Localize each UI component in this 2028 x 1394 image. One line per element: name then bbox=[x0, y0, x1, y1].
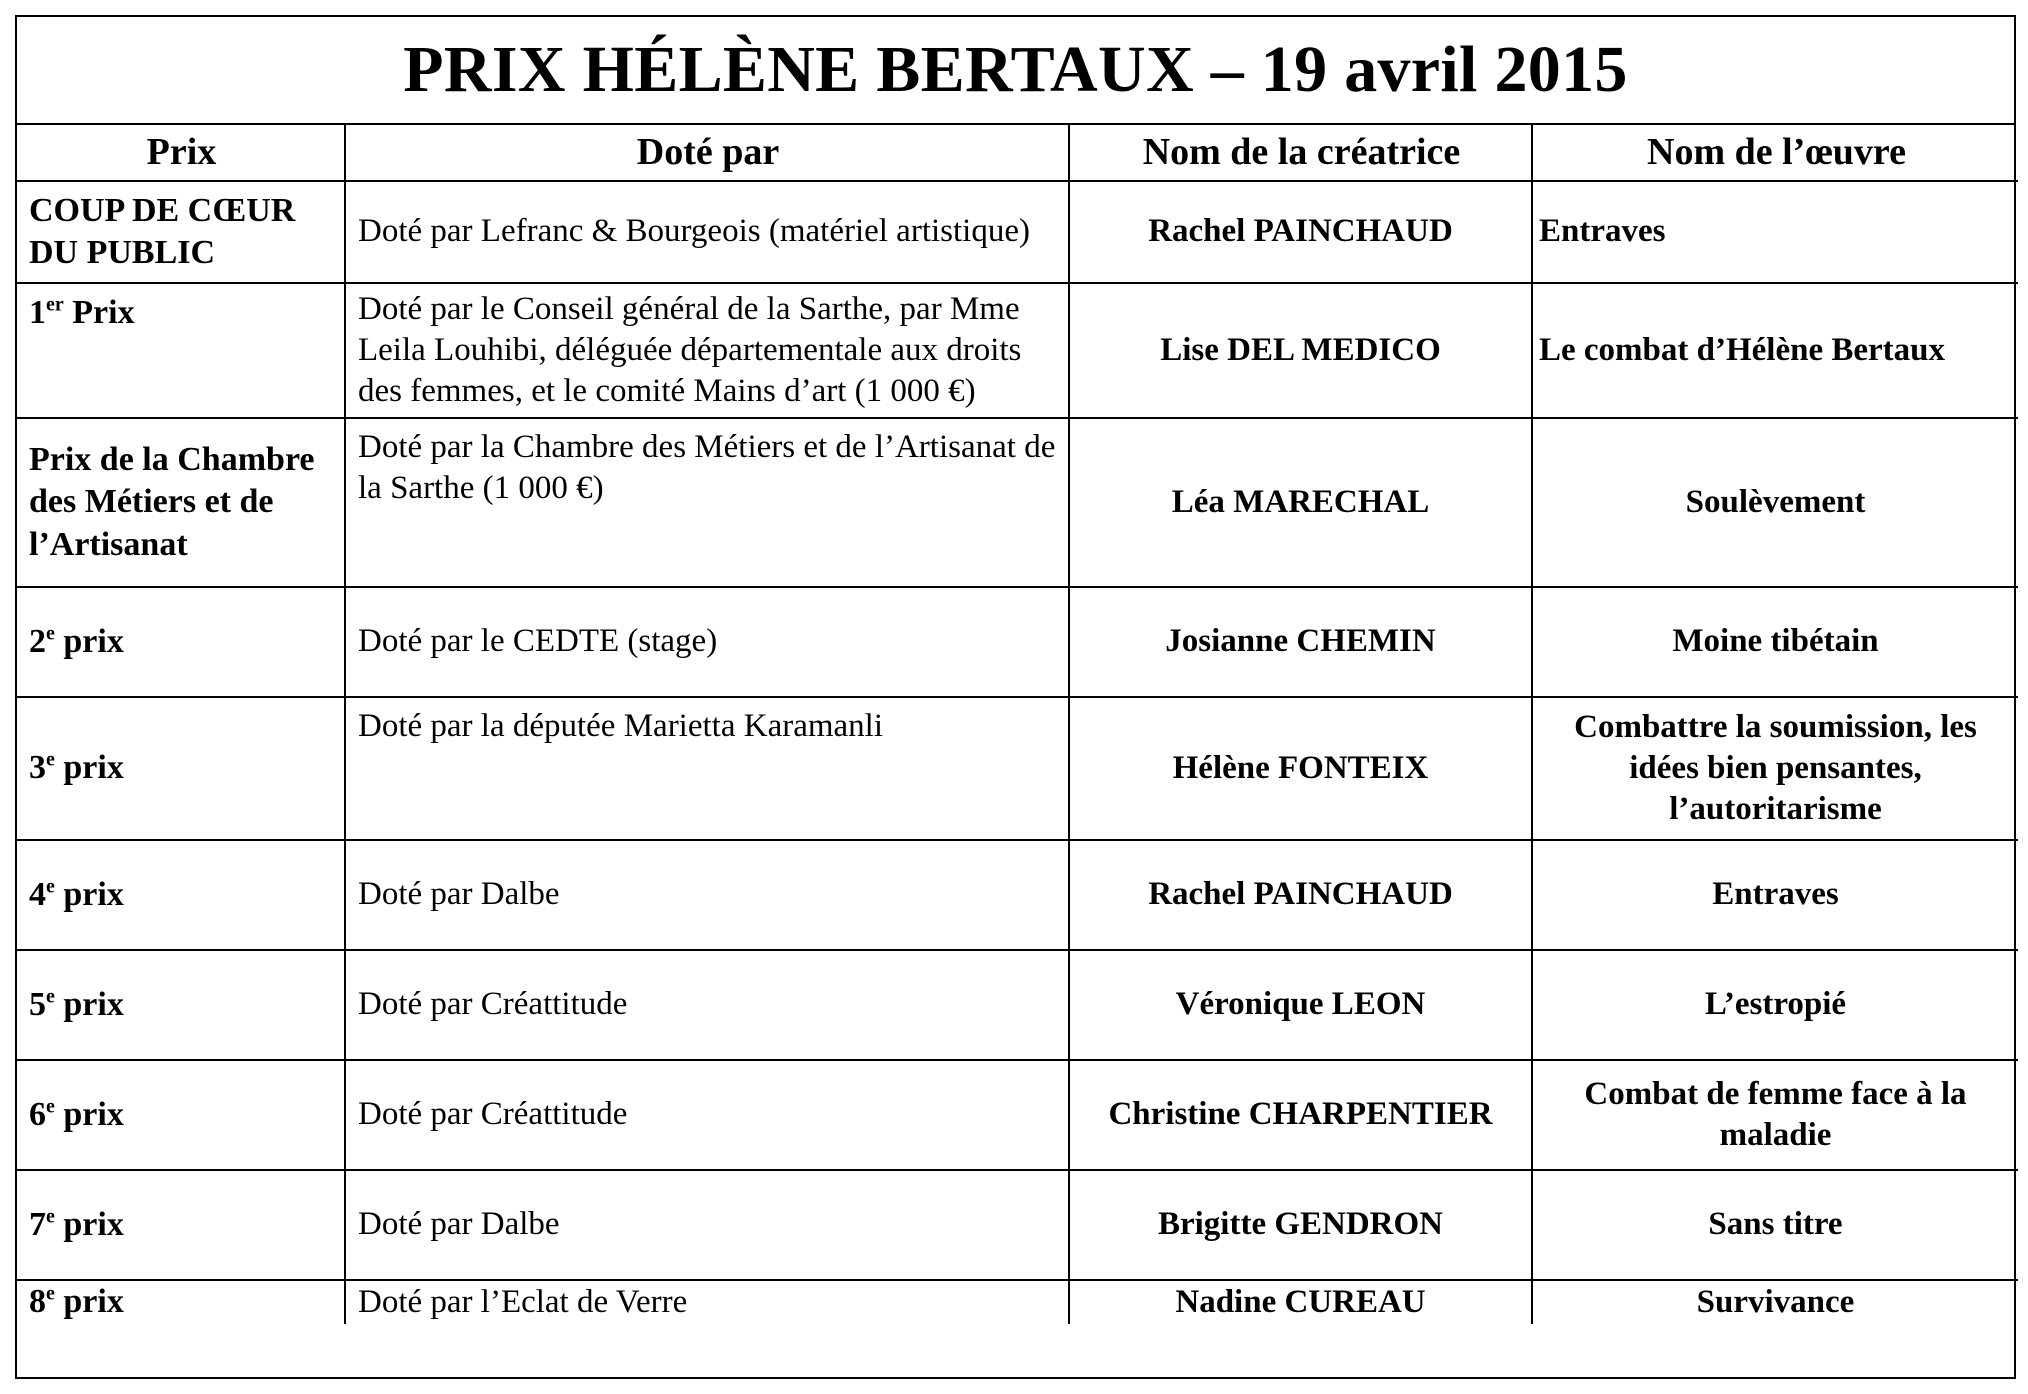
sponsor: Doté par Lefranc & Bourgeois (matériel artistique) bbox=[345, 181, 1069, 283]
artist-name: Lise DEL MEDICO bbox=[1069, 283, 1532, 418]
prize-name: 2e prix bbox=[17, 587, 345, 697]
artwork-title: Entraves bbox=[1532, 840, 2018, 950]
table-header-row bbox=[17, 125, 2018, 181]
table-row bbox=[17, 697, 2018, 840]
sponsor: Doté par Dalbe bbox=[345, 840, 1069, 950]
artist-name: Christine CHARPENTIER bbox=[1069, 1060, 1532, 1170]
sponsor: Doté par l’Eclat de Verre bbox=[345, 1280, 1069, 1324]
table-row bbox=[17, 283, 2018, 418]
header-prix: Prix bbox=[17, 125, 345, 181]
sponsor: Doté par la Chambre des Métiers et de l’Artisanat de la Sarthe (1 000 €) bbox=[345, 418, 1069, 587]
table-row bbox=[17, 950, 2018, 1060]
artwork-title: Survivance bbox=[1532, 1280, 2018, 1324]
header-nom-creatrice: Nom de la créatrice bbox=[1069, 125, 1532, 181]
artwork-title: Moine tibétain bbox=[1532, 587, 2018, 697]
table-row bbox=[17, 1060, 2018, 1170]
prize-name: COUP DE CŒUR DU PUBLIC bbox=[17, 181, 345, 283]
table-row bbox=[17, 1280, 2018, 1324]
header-dote-par: Doté par bbox=[345, 125, 1069, 181]
sponsor: Doté par la députée Marietta Karamanli bbox=[345, 697, 1069, 840]
prize-name: 8e prix bbox=[17, 1280, 345, 1324]
table-row bbox=[17, 840, 2018, 950]
sponsor: Doté par Créattitude bbox=[345, 950, 1069, 1060]
prize-name: 1er Prix bbox=[17, 283, 345, 418]
artist-name: Véronique LEON bbox=[1069, 950, 1532, 1060]
prize-table bbox=[17, 125, 2018, 1324]
artist-name: Léa MARECHAL bbox=[1069, 418, 1532, 587]
prize-name: 6e prix bbox=[17, 1060, 345, 1170]
artwork-title: Combattre la soumission, les idées bien pensantes, l’autoritarisme bbox=[1532, 697, 2018, 840]
artwork-title: Le combat d’Hélène Bertaux bbox=[1532, 283, 2018, 418]
header-nom-oeuvre: Nom de l’œuvre bbox=[1532, 125, 2018, 181]
artist-name: Brigitte GENDRON bbox=[1069, 1170, 1532, 1280]
artist-name: Nadine CUREAU bbox=[1069, 1280, 1532, 1324]
table-row bbox=[17, 587, 2018, 697]
artist-name: Rachel PAINCHAUD bbox=[1069, 840, 1532, 950]
artwork-title: Entraves bbox=[1532, 181, 2018, 283]
artist-name: Hélène FONTEIX bbox=[1069, 697, 1532, 840]
prize-table-document bbox=[15, 15, 2016, 1379]
prize-name: 3e prix bbox=[17, 697, 345, 840]
sponsor: Doté par le CEDTE (stage) bbox=[345, 587, 1069, 697]
prize-name: 7e prix bbox=[17, 1170, 345, 1280]
sponsor: Doté par le Conseil général de la Sarthe, par Mme Leila Louhibi, déléguée départementale aux droits des femmes, et le comité Mains d’art (1 000 €) bbox=[345, 283, 1069, 418]
artwork-title: L’estropié bbox=[1532, 950, 2018, 1060]
prize-name: 4e prix bbox=[17, 840, 345, 950]
prize-name: Prix de la Chambre des Métiers et de l’Artisanat bbox=[17, 418, 345, 587]
artist-name: Josianne CHEMIN bbox=[1069, 587, 1532, 697]
table-row bbox=[17, 181, 2018, 283]
prize-name: 5e prix bbox=[17, 950, 345, 1060]
table-row bbox=[17, 1170, 2018, 1280]
artist-name: Rachel PAINCHAUD bbox=[1069, 181, 1532, 283]
artwork-title: Soulèvement bbox=[1532, 418, 2018, 587]
sponsor: Doté par Créattitude bbox=[345, 1060, 1069, 1170]
artwork-title: Sans titre bbox=[1532, 1170, 2018, 1280]
artwork-title: Combat de femme face à la maladie bbox=[1532, 1060, 2018, 1170]
table-row bbox=[17, 418, 2018, 587]
sponsor: Doté par Dalbe bbox=[345, 1170, 1069, 1280]
document-title: PRIX HÉLÈNE BERTAUX – 19 avril 2015 bbox=[17, 17, 2014, 125]
